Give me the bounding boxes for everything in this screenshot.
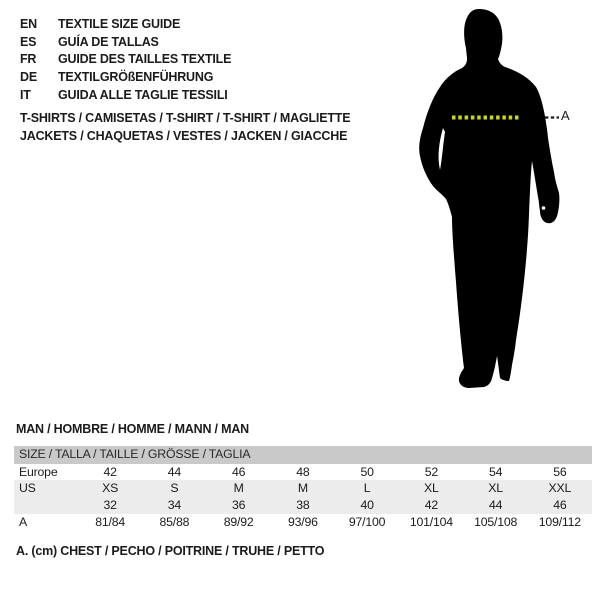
category-line-tshirts: T-SHIRTS / CAMISETAS / T-SHIRT / T-SHIRT / MAGLIETTE	[20, 111, 351, 125]
measurement-footnote: A. (cm) CHEST / PECHO / POITRINE / TRUHE / PETTO	[16, 544, 325, 558]
table-cell: 52	[424, 464, 439, 479]
language-row	[20, 68, 231, 86]
table-cell: 34	[167, 498, 182, 513]
language-label: GUÍA DE TALLAS	[58, 34, 159, 49]
table-cell: XL	[488, 481, 503, 496]
table-cell: XXL	[548, 481, 572, 496]
table-cell: 40	[360, 498, 374, 513]
table-cell: 101/104	[409, 515, 453, 530]
table-cell: 89/92	[223, 515, 254, 530]
table-cell: 56	[553, 464, 567, 479]
table-cell: 46	[231, 464, 246, 479]
language-row	[20, 33, 231, 51]
table-cell: 42	[103, 464, 117, 479]
table-cell: 42	[424, 498, 439, 513]
thumb-highlight	[542, 206, 546, 210]
table-cell: 46	[553, 498, 567, 513]
table-row-us	[14, 480, 592, 497]
language-code: EN	[20, 16, 37, 31]
language-code: ES	[20, 34, 37, 49]
table-cell: 85/88	[159, 515, 190, 530]
table-cell: XS	[102, 481, 119, 496]
row-label: US	[19, 481, 36, 496]
table-cell: M	[233, 481, 244, 496]
language-label: GUIDE DES TAILLES TEXTILE	[58, 52, 232, 67]
language-label: GUIDA ALLE TAGLIE TESSILI	[58, 87, 228, 102]
table-cell: 97/100	[348, 515, 386, 530]
row-label: A	[19, 515, 28, 530]
table-cell: 48	[296, 464, 310, 479]
category-lines	[20, 110, 350, 145]
measure-label-a: A	[561, 108, 570, 123]
table-cell: 44	[167, 464, 182, 479]
language-guide-list	[20, 15, 231, 103]
table-cell: 50	[360, 464, 374, 479]
table-cell: L	[363, 481, 371, 496]
row-label	[14, 497, 78, 514]
table-row-us-numeric	[14, 497, 592, 514]
row-label: Europe	[19, 464, 58, 479]
language-code: IT	[20, 87, 31, 102]
table-cell: 105/108	[474, 515, 518, 530]
section-title-man: MAN / HOMBRE / HOMME / MANN / MAN	[16, 422, 249, 436]
language-code: DE	[20, 69, 37, 84]
language-code: FR	[20, 52, 37, 67]
language-label: TEXTILGRÖßENFÜHRUNG	[58, 69, 214, 84]
size-table-header: SIZE / TALLA / TAILLE / GRÖSSE / TAGLIA	[14, 446, 592, 464]
table-cell: S	[170, 481, 179, 496]
language-row	[20, 86, 231, 104]
table-row-chest	[14, 514, 592, 531]
table-cell: M	[297, 481, 308, 496]
table-cell: 32	[103, 498, 117, 513]
table-cell: XL	[424, 481, 439, 496]
language-row	[20, 15, 231, 33]
table-cell: 36	[231, 498, 246, 513]
man-silhouette	[419, 9, 559, 388]
table-cell: 81/84	[95, 515, 126, 530]
table-cell: 93/96	[287, 515, 318, 530]
language-label: TEXTILE SIZE GUIDE	[58, 16, 181, 31]
table-cell: 44	[488, 498, 503, 513]
table-cell: 38	[296, 498, 310, 513]
table-cell: 54	[488, 464, 503, 479]
size-table	[14, 446, 592, 531]
man-silhouette-figure	[415, 0, 575, 400]
table-cell: 109/112	[538, 515, 581, 530]
table-row-europe	[14, 464, 592, 481]
language-row	[20, 50, 231, 68]
category-line-jackets: JACKETS / CHAQUETAS / VESTES / JACKEN / GIACCHE	[20, 128, 348, 143]
